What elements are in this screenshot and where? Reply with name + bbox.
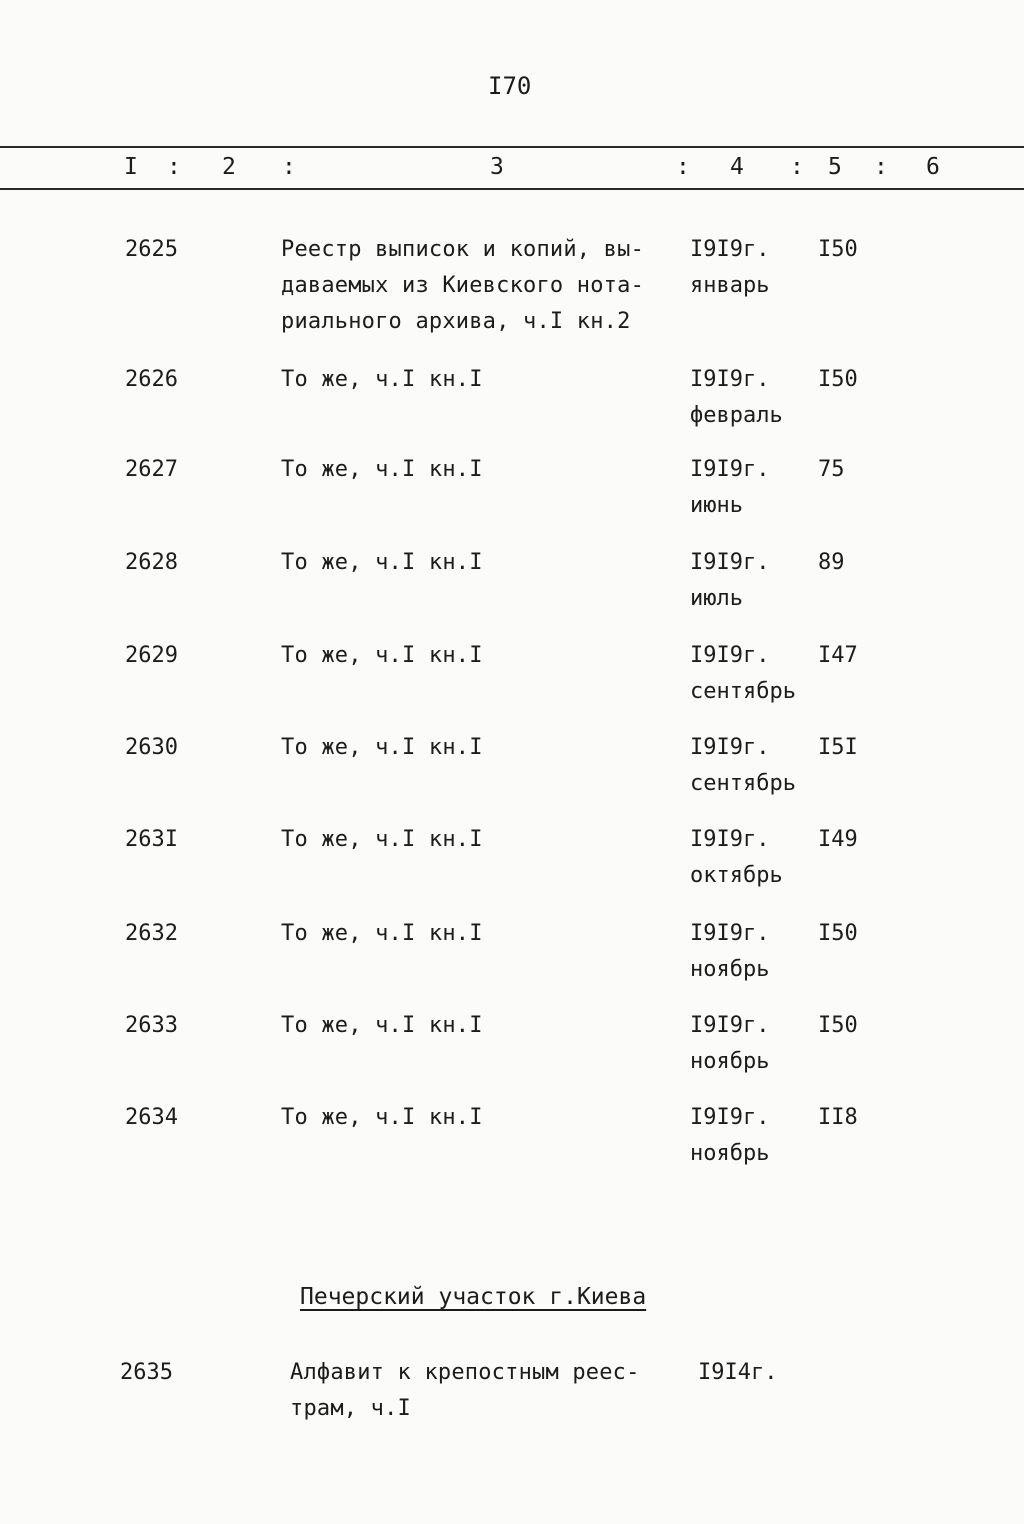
case-date: I9I9г. ноябрь [690, 1105, 770, 1166]
case-number: 2627 [125, 457, 178, 482]
case-sheets: II8 [818, 1105, 858, 1130]
case-title: То же, ч.I кн.I [281, 457, 483, 482]
case-sheets: I50 [818, 237, 858, 262]
section-title: Печерский участок г.Киева [300, 1284, 647, 1310]
case-title: Алфавит к крепостным реес- трам, ч.I [290, 1360, 640, 1421]
case-title: То же, ч.I кн.I [281, 643, 483, 668]
col-header-3: 3 [490, 154, 504, 180]
case-date: I9I9г. январь [690, 237, 770, 298]
case-sheets: I50 [818, 1013, 858, 1038]
case-number: 2630 [125, 735, 178, 760]
col-header-6: 6 [926, 154, 940, 180]
page-number: I70 [488, 72, 532, 100]
case-number: 2635 [120, 1360, 173, 1385]
case-number: 2628 [125, 550, 178, 575]
case-title: То же, ч.I кн.I [281, 1105, 483, 1130]
case-title: То же, ч.I кн.I [281, 921, 483, 946]
case-title: То же, ч.I кн.I [281, 550, 483, 575]
case-date: I9I9г. ноябрь [690, 1013, 770, 1074]
case-title: То же, ч.I кн.I [281, 367, 483, 392]
case-sheets: 75 [818, 457, 845, 482]
col-separator: : [676, 154, 690, 180]
col-separator: : [167, 154, 181, 180]
case-date: I9I4г. [698, 1360, 778, 1385]
header-rule-top [0, 146, 1024, 148]
header-rule-bottom [0, 188, 1024, 190]
case-title: То же, ч.I кн.I [281, 1013, 483, 1038]
case-date: I9I9г. февраль [690, 367, 783, 428]
col-header-2: 2 [222, 154, 236, 180]
case-sheets: I49 [818, 827, 858, 852]
case-date: I9I9г. июль [690, 550, 770, 611]
col-separator: : [282, 154, 296, 180]
case-title: То же, ч.I кн.I [281, 735, 483, 760]
case-sheets: I50 [818, 367, 858, 392]
case-date: I9I9г. сентябрь [690, 643, 796, 704]
case-date: I9I9г. сентябрь [690, 735, 796, 796]
col-separator: : [874, 154, 888, 180]
case-title: То же, ч.I кн.I [281, 827, 483, 852]
case-number: 2626 [125, 367, 178, 392]
case-sheets: 89 [818, 550, 845, 575]
case-number: 2625 [125, 237, 178, 262]
case-sheets: I47 [818, 643, 858, 668]
col-separator: : [790, 154, 804, 180]
case-date: I9I9г. ноябрь [690, 921, 770, 982]
col-header-1: I [124, 154, 138, 180]
case-number: 2632 [125, 921, 178, 946]
col-header-4: 4 [730, 154, 744, 180]
case-number: 2633 [125, 1013, 178, 1038]
case-date: I9I9г. октябрь [690, 827, 783, 888]
col-header-5: 5 [828, 154, 842, 180]
case-date: I9I9г. июнь [690, 457, 770, 518]
case-number: 2634 [125, 1105, 178, 1130]
case-number: 263I [125, 827, 178, 852]
case-number: 2629 [125, 643, 178, 668]
case-sheets: I50 [818, 921, 858, 946]
case-sheets: I5I [818, 735, 858, 760]
case-title: Реестр выписок и копий, вы- даваемых из Киевского нота- риального архива, ч.I кн.2 [281, 237, 645, 334]
